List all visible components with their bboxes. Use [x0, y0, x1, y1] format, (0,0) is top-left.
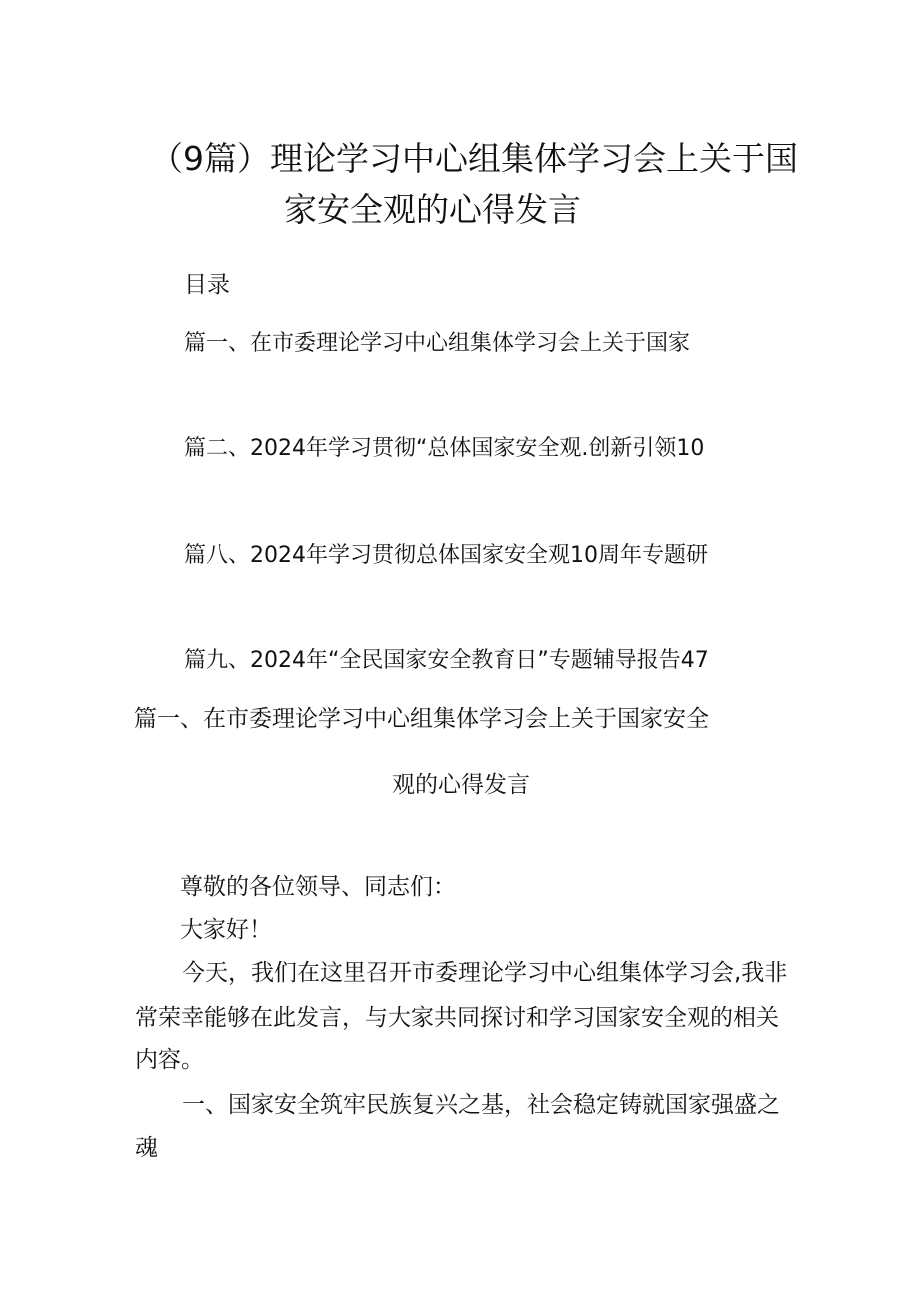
- greeting-text: 尊敬的各位领导、同志们：: [180, 874, 456, 900]
- document-title-line-1: （9篇）理论学习中心组集体学习会上关于国: [150, 139, 798, 178]
- section-heading-line-2: 观的心得发言: [392, 772, 530, 798]
- toc-item[interactable]: 篇二、2024年学习贯彻“总体国家安全观.创新引领10: [184, 436, 705, 461]
- point-1-line-2: 魂: [135, 1135, 158, 1161]
- paragraph-1-line-3: 内容。: [135, 1047, 204, 1073]
- toc-item[interactable]: 篇九、2024年“全民国家安全教育日”专题辅导报告47: [184, 648, 709, 673]
- toc-item[interactable]: 篇一、在市委理论学习中心组集体学习会上关于国家: [184, 331, 691, 356]
- paragraph-1-line-1: 今天，我们在这里召开市委理论学习中心组集体学习会,我非: [182, 960, 788, 986]
- document-title-line-2: 家安全观的心得发言: [284, 190, 581, 229]
- toc-label: 目录: [184, 272, 230, 298]
- point-1-line-1: 一、国家安全筑牢民族复兴之基，社会稳定铸就国家强盛之: [182, 1092, 780, 1118]
- paragraph-1-line-2: 常荣幸能够在此发言，与大家共同探讨和学习国家安全观的相关: [135, 1005, 779, 1031]
- section-heading-line-1: 篇一、在市委理论学习中心组集体学习会上关于国家安全: [134, 706, 709, 732]
- toc-item[interactable]: 篇八、2024年学习贯彻总体国家安全观10周年专题研: [184, 543, 708, 568]
- hello-text: 大家好！: [180, 917, 272, 943]
